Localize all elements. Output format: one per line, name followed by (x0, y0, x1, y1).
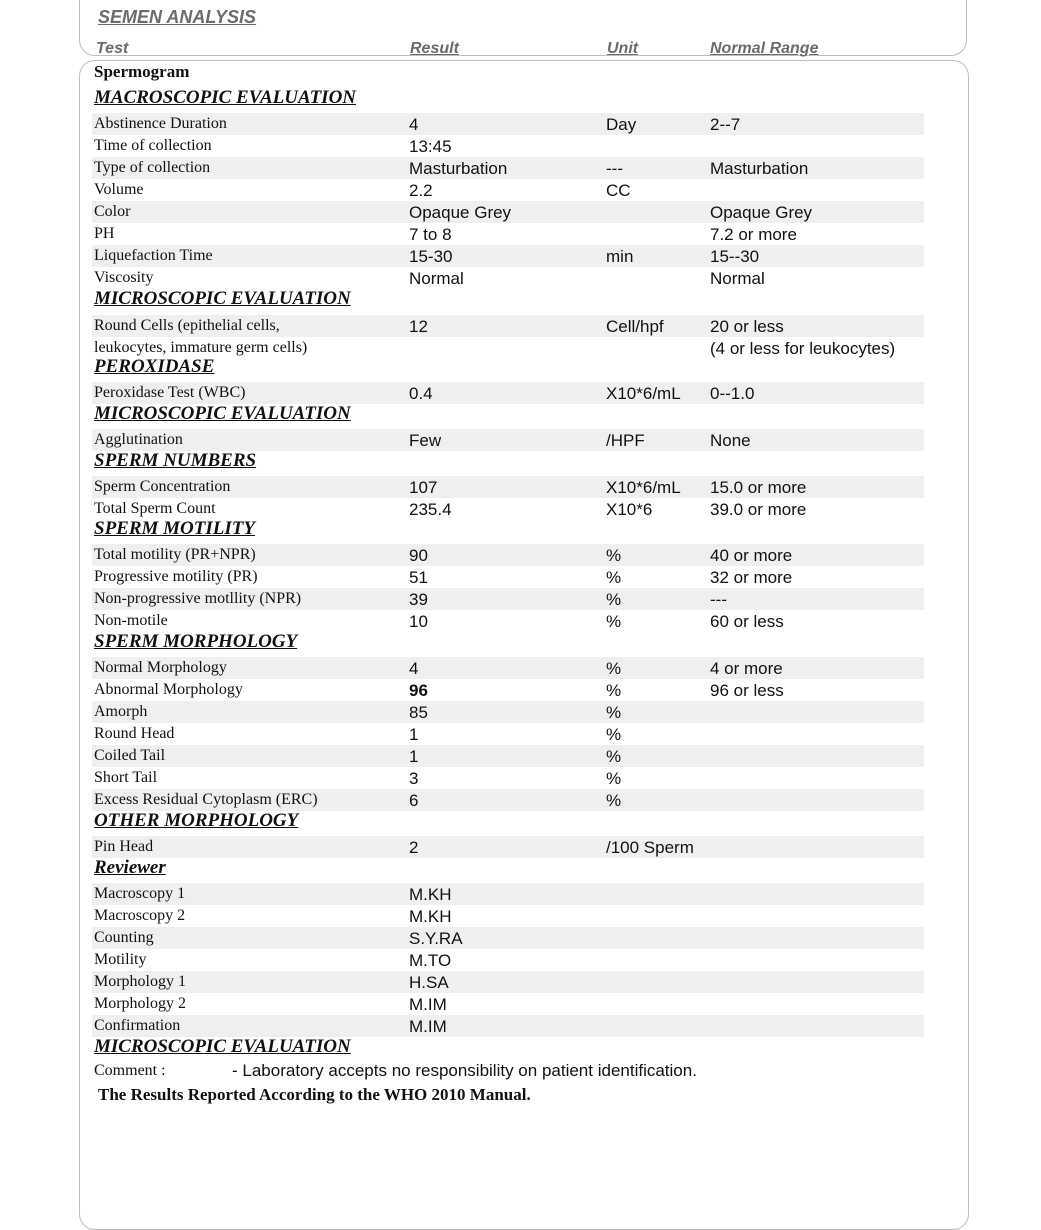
unit-value: CC (606, 181, 631, 200)
test-label: Amorph (94, 703, 148, 720)
test-label: Non-motile (94, 612, 168, 629)
test-label: Color (94, 203, 131, 220)
test-label: Macroscopy 2 (94, 907, 186, 924)
test-label: Peroxidase Test (WBC) (94, 384, 246, 401)
test-label: Abstinence Duration (94, 115, 227, 132)
test-label: Coiled Tail (94, 747, 166, 764)
result-value: M.IM (409, 1017, 447, 1036)
row-abstinence-duration (92, 113, 924, 135)
section-reviewer: Reviewer (94, 857, 166, 878)
row-normal-morphology (92, 657, 924, 679)
test-label: PH (94, 225, 115, 242)
test-label: Abnormal Morphology (94, 681, 243, 698)
unit-value: % (606, 703, 622, 722)
result-value: 15-30 (409, 247, 453, 266)
normal-range-value: (4 or less for leukocytes) (710, 339, 896, 358)
comment-text: - Laboratory accepts no responsibility on patient identification. (232, 1061, 697, 1080)
normal-range-value: 40 or more (710, 546, 793, 565)
result-value: Opaque Grey (409, 203, 512, 222)
column-header-normal-range: Normal Range (710, 40, 819, 57)
row-pin-head (92, 836, 924, 858)
test-label: Viscosity (94, 269, 154, 286)
test-label: Volume (94, 181, 144, 198)
normal-range-value: Masturbation (710, 159, 809, 178)
test-label: Normal Morphology (94, 659, 227, 676)
row-volume (92, 179, 924, 201)
unit-value: % (606, 681, 622, 700)
test-label: Time of collection (94, 137, 212, 154)
result-value: 3 (409, 769, 419, 788)
section-microscopic-evaluation-2: MICROSCOPIC EVALUATION (94, 403, 351, 424)
result-value: Masturbation (409, 159, 508, 178)
result-value: 85 (409, 703, 428, 722)
row-total-sperm-count (92, 498, 924, 520)
unit-value: min (606, 247, 634, 266)
row-amorph (92, 701, 924, 723)
unit-value: % (606, 590, 622, 609)
column-header-test: Test (96, 40, 129, 57)
normal-range-value: Opaque Grey (710, 203, 813, 222)
unit-value: Cell/hpf (606, 317, 664, 336)
test-label: Confirmation (94, 1017, 181, 1034)
normal-range-value: 0--1.0 (710, 384, 755, 403)
result-value: M.KH (409, 885, 452, 904)
normal-range-value: 15.0 or more (710, 478, 807, 497)
normal-range-value: Normal (710, 269, 765, 288)
unit-value: /100 Sperm (606, 838, 694, 857)
test-label: Progressive motility (PR) (94, 568, 258, 585)
test-label: Counting (94, 929, 154, 946)
row-abnormal-morphology (92, 679, 924, 701)
report-title: SEMEN ANALYSIS (98, 7, 257, 27)
result-value: 4 (409, 659, 419, 678)
section-sperm-numbers: SPERM NUMBERS (94, 450, 257, 471)
result-value: 6 (409, 791, 419, 810)
row-morphology-2 (92, 993, 924, 1015)
row-macroscopy-2 (92, 905, 924, 927)
section-sperm-motility: SPERM MOTILITY (94, 518, 255, 539)
section-peroxidase: PEROXIDASE (94, 356, 215, 377)
result-value: 12 (409, 317, 428, 336)
normal-range-value: 20 or less (710, 317, 784, 336)
normal-range-value: 2--7 (710, 115, 741, 134)
unit-value: /HPF (606, 431, 645, 450)
test-label: Liquefaction Time (94, 247, 213, 264)
test-label: Short Tail (94, 769, 158, 786)
test-label: Pin Head (94, 838, 154, 855)
test-label: Total motility (PR+NPR) (94, 546, 256, 563)
row-sperm-concentration (92, 476, 924, 498)
row-excess-residual-cytoplasm (92, 789, 924, 811)
test-label: Type of collection (94, 159, 211, 176)
normal-range-value: None (710, 431, 751, 450)
spermogram-label: Spermogram (94, 62, 190, 81)
test-label: Round Cells (epithelial cells, (94, 317, 280, 334)
test-label: Sperm Concentration (94, 478, 231, 495)
row-color (92, 201, 924, 223)
unit-value: Day (606, 115, 637, 134)
result-value: 96 (409, 681, 428, 700)
test-label: Agglutination (94, 431, 183, 448)
row-liquefaction-time (92, 245, 924, 267)
result-value: 4 (409, 115, 419, 134)
result-value: M.IM (409, 995, 447, 1014)
unit-value: % (606, 769, 622, 788)
unit-value: % (606, 791, 622, 810)
unit-value: % (606, 747, 622, 766)
unit-value: X10*6 (606, 500, 653, 519)
test-label: Round Head (94, 725, 175, 742)
result-value: 7 to 8 (409, 225, 452, 244)
row-progressive-motility (92, 566, 924, 588)
normal-range-value: 32 or more (710, 568, 793, 587)
normal-range-value: 4 or more (710, 659, 783, 678)
section-microscopic-evaluation-3: MICROSCOPIC EVALUATION (94, 1036, 351, 1057)
normal-range-value: 60 or less (710, 612, 784, 631)
unit-value: % (606, 725, 622, 744)
unit-value: % (606, 568, 622, 587)
test-label: Excess Residual Cytoplasm (ERC) (94, 791, 318, 808)
row-type-of-collection (92, 157, 924, 179)
result-value: 90 (409, 546, 428, 565)
row-round-cells-continued (92, 337, 924, 359)
row-counting (92, 927, 924, 949)
result-value: 235.4 (409, 500, 452, 519)
result-value: Few (409, 431, 442, 450)
result-value: S.Y.RA (409, 929, 463, 948)
result-value: 10 (409, 612, 428, 631)
row-agglutination (92, 429, 924, 451)
row-non-progressive-motility (92, 588, 924, 610)
row-coiled-tail (92, 745, 924, 767)
normal-range-value: 39.0 or more (710, 500, 807, 519)
row-round-head (92, 723, 924, 745)
section-other-morphology: OTHER MORPHOLOGY (94, 810, 299, 831)
row-macroscopy-1 (92, 883, 924, 905)
result-value: 2.2 (409, 181, 433, 200)
result-value: 0.4 (409, 384, 433, 403)
result-value: Normal (409, 269, 464, 288)
normal-range-value: 96 or less (710, 681, 784, 700)
unit-value: --- (606, 159, 623, 178)
unit-value: X10*6/mL (606, 478, 681, 497)
unit-value: X10*6/mL (606, 384, 681, 403)
unit-value: % (606, 612, 622, 631)
test-label: leukocytes, immature germ cells) (94, 339, 308, 356)
row-viscosity (92, 267, 924, 289)
who-manual-note: The Results Reported According to the WHO 2010 Manual. (98, 1085, 531, 1104)
test-label: Morphology 1 (94, 973, 186, 990)
result-value: 107 (409, 478, 438, 497)
test-label: Motility (94, 951, 147, 968)
section-microscopic-evaluation: MICROSCOPIC EVALUATION (94, 288, 351, 309)
normal-range-value: --- (710, 590, 727, 609)
row-round-cells (92, 315, 924, 337)
test-label: Total Sperm Count (94, 500, 216, 517)
row-motility-reviewer (92, 949, 924, 971)
comment-label: Comment : (94, 1062, 166, 1079)
test-label: Non-progressive motllity (NPR) (94, 590, 302, 607)
normal-range-value: 15--30 (710, 247, 760, 266)
row-total-motility (92, 544, 924, 566)
column-header-unit: Unit (607, 40, 639, 57)
row-confirmation (92, 1015, 924, 1037)
result-value: 39 (409, 590, 428, 609)
test-label: Macroscopy 1 (94, 885, 186, 902)
row-short-tail (92, 767, 924, 789)
result-value: 13:45 (409, 137, 452, 156)
column-header-result: Result (410, 40, 459, 57)
result-value: H.SA (409, 973, 449, 992)
row-time-of-collection (92, 135, 924, 157)
row-morphology-1 (92, 971, 924, 993)
result-value: M.TO (409, 951, 452, 970)
result-value: 51 (409, 568, 428, 587)
section-macroscopic-evaluation: MACROSCOPIC EVALUATION (94, 87, 357, 108)
result-value: M.KH (409, 907, 452, 926)
row-non-motile (92, 610, 924, 632)
unit-value: % (606, 546, 622, 565)
unit-value: % (606, 659, 622, 678)
result-value: 1 (409, 725, 419, 744)
normal-range-value: 7.2 or more (710, 225, 797, 244)
row-peroxidase-test (92, 382, 924, 404)
test-label: Morphology 2 (94, 995, 186, 1012)
result-value: 2 (409, 838, 419, 857)
row-ph (92, 223, 924, 245)
result-value: 1 (409, 747, 419, 766)
section-sperm-morphology: SPERM MORPHOLOGY (94, 631, 298, 652)
